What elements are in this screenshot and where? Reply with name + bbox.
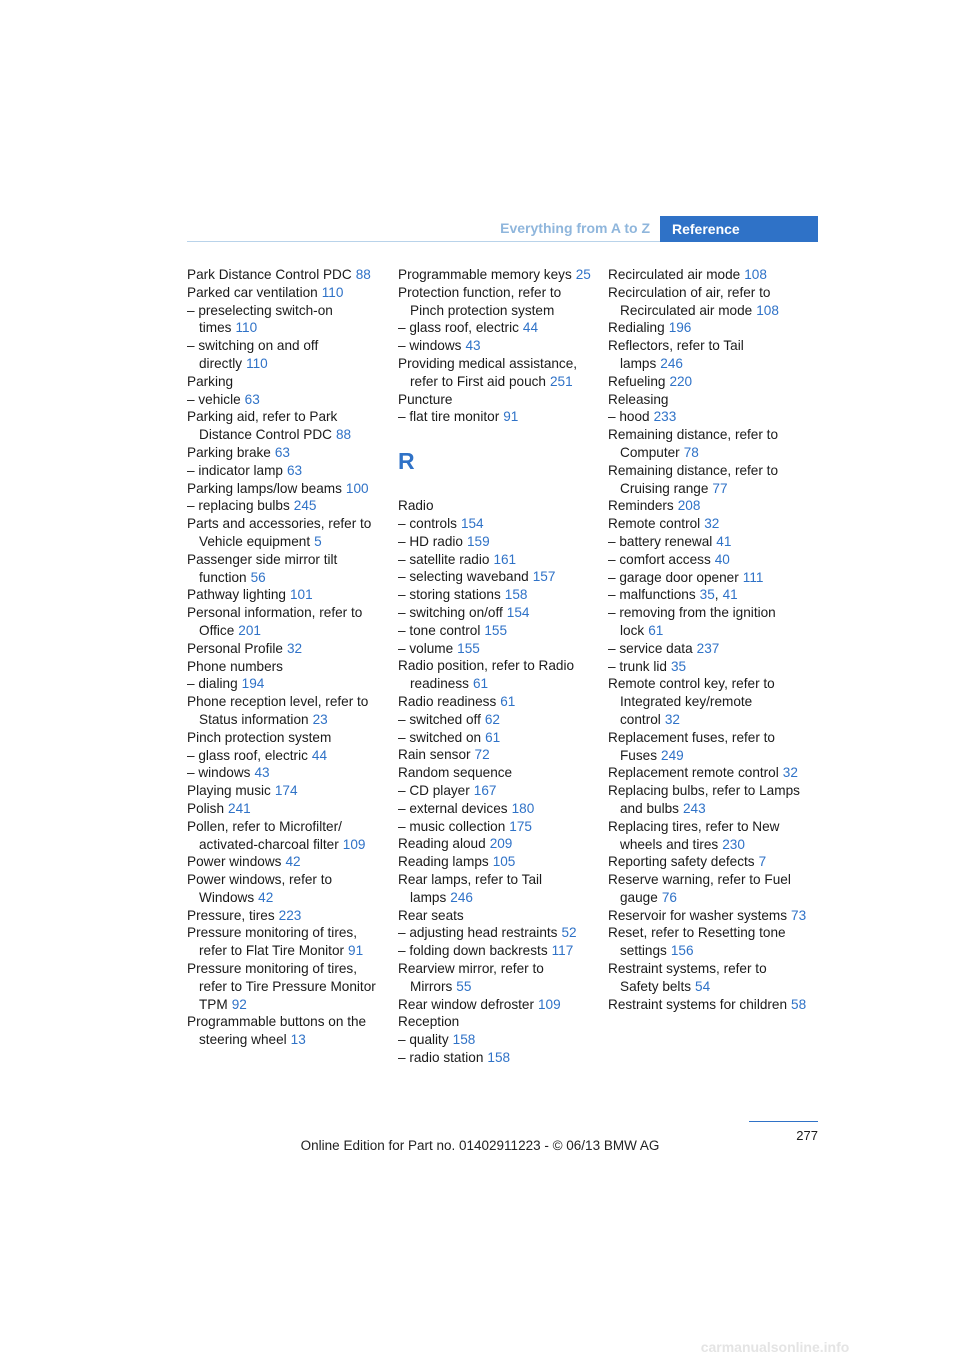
index-entry [398, 729, 596, 747]
index-entry [398, 408, 596, 426]
index-entry [608, 640, 806, 658]
page-link[interactable]: 32 [704, 516, 720, 532]
page-link[interactable]: 55 [456, 978, 472, 994]
page-link[interactable]: 158 [452, 1032, 476, 1048]
index-entry [398, 319, 596, 337]
page-link[interactable]: 201 [238, 622, 261, 638]
page-link[interactable]: 7 [758, 854, 767, 870]
index-term: Polish [187, 800, 225, 816]
index-term: – quality [398, 1032, 449, 1048]
index-entry [187, 284, 385, 302]
page-link[interactable]: 109 [342, 836, 366, 852]
index-term: – glass roof, electric [398, 320, 519, 336]
page-link[interactable]: 32 [664, 711, 680, 727]
index-entry [398, 497, 596, 515]
index-term: Recirculation of air, refer to Recirculated air mode [608, 284, 771, 318]
index-entry [608, 853, 806, 871]
index-entry [398, 818, 596, 836]
index-entry [187, 800, 385, 818]
page-link[interactable]: 43 [465, 338, 481, 354]
page-link[interactable]: 77 [712, 480, 728, 496]
page-link[interactable]: 52 [561, 925, 577, 941]
index-term: – controls [398, 516, 457, 532]
page-link[interactable]: 156 [670, 943, 694, 959]
page-link[interactable]: 42 [285, 854, 301, 870]
index-term: Providing medical assistance, refer to First aid pouch [398, 355, 578, 389]
index-entry [398, 835, 596, 853]
index-entry [187, 408, 385, 444]
index-term: – tone control [398, 622, 481, 638]
page-link[interactable]: 233 [653, 409, 677, 425]
page-link[interactable]: 117 [551, 943, 574, 959]
page-link[interactable]: 101 [290, 587, 313, 603]
index-entry [187, 391, 385, 409]
index-term: – adjusting head restraints [398, 925, 558, 941]
index-column-1 [187, 266, 385, 1049]
index-term: Remote control key, refer to Integrated key/remote control [608, 676, 775, 727]
index-entry [187, 747, 385, 765]
index-entry [398, 996, 596, 1014]
index-term: Replacement remote control [608, 765, 779, 781]
page-link[interactable]: 230 [722, 836, 745, 852]
index-term: Programmable memory keys [398, 267, 572, 282]
page-link[interactable]: 61 [648, 622, 664, 638]
page-link[interactable]: 110 [235, 320, 258, 336]
index-term: Passenger side mirror tilt function [187, 551, 338, 585]
index-term: – indicator lamp [187, 462, 283, 478]
index-entry [608, 497, 806, 515]
index-entry [398, 942, 596, 960]
index-entry [187, 871, 385, 907]
page-link[interactable]: 72 [474, 747, 490, 763]
index-entry [608, 319, 806, 337]
index-entry [187, 604, 385, 640]
index-entry [187, 658, 385, 676]
page-link[interactable]: 91 [348, 943, 364, 959]
index-entry [398, 1049, 596, 1067]
index-term: Power windows, refer to Windows [187, 872, 333, 905]
index-entry [187, 782, 385, 800]
page-link[interactable]: 108 [756, 302, 779, 318]
page-link[interactable]: 61 [472, 676, 489, 692]
watermark: carmanualsonline.info [700, 1339, 850, 1355]
page-link[interactable]: 76 [661, 889, 677, 905]
index-entry [608, 337, 806, 373]
index-entry [398, 568, 596, 586]
index-term: Protection function, refer to Pinch protection system [398, 284, 562, 318]
index-entry [187, 551, 385, 587]
page-link[interactable]: 161 [493, 551, 517, 567]
index-term: Redialing [608, 320, 665, 336]
page-link[interactable]: 180 [511, 800, 535, 816]
index-term: – satellite radio [398, 551, 490, 567]
index-term: Reservoir for washer systems [608, 907, 788, 923]
index-term: – garage door opener [608, 569, 739, 585]
page-link[interactable]: 44 [311, 747, 328, 763]
index-entry [398, 907, 596, 925]
page-link[interactable]: 41 [716, 533, 732, 549]
index-term: Radio position, refer to Radio readiness [398, 658, 575, 692]
page-link[interactable]: 246 [450, 889, 473, 905]
index-term: – external devices [398, 800, 508, 816]
letter-spacer [398, 426, 596, 444]
page-link[interactable]: 105 [492, 854, 516, 870]
index-term: – folding down backrests [398, 943, 548, 959]
page-link[interactable]: 167 [473, 783, 497, 799]
index-term: Random sequence [398, 765, 513, 781]
index-term: Reporting safety defects [608, 854, 755, 870]
index-term: – switching on and off directly [187, 338, 319, 371]
index-entry [187, 586, 385, 604]
index-entry [398, 764, 596, 782]
index-term: Personal information, refer to Office [187, 605, 363, 638]
index-term: Pathway lighting [187, 587, 286, 603]
footer-edition: Online Edition for Part no. 01402911223 - © 06/13 BMW AG [300, 1138, 660, 1153]
index-entry [398, 924, 596, 942]
index-entry [608, 996, 806, 1014]
index-entry [608, 907, 806, 925]
index-term: Remaining distance, refer to Computer [608, 427, 779, 460]
page-link[interactable]: 91 [503, 409, 519, 425]
index-term: Phone reception level, refer to Status information [187, 694, 369, 727]
index-term: – music collection [398, 818, 506, 834]
index-entry [608, 391, 806, 409]
page-link[interactable]: 220 [669, 373, 693, 389]
index-term: – switching on/off [398, 605, 503, 621]
page-link[interactable]: 54 [695, 978, 711, 994]
index-entry [187, 337, 385, 373]
page-link[interactable]: 245 [293, 498, 317, 514]
index-entry [608, 924, 806, 960]
index-entry [398, 746, 596, 764]
index-entry [187, 1013, 385, 1049]
index-entry [398, 1013, 596, 1031]
index-entry [608, 551, 806, 569]
index-term: Rear seats [398, 907, 464, 923]
page-link[interactable]: 110 [321, 284, 344, 300]
page-link[interactable]: 237 [696, 640, 720, 656]
page-link[interactable]: 249 [661, 747, 684, 763]
index-entry [398, 284, 596, 320]
index-entry [608, 604, 806, 640]
index-entry [398, 604, 596, 622]
index-term: Puncture [398, 391, 453, 407]
index-term: Remote control [608, 516, 701, 532]
index-entry [187, 693, 385, 729]
page-link[interactable]: 43 [254, 765, 270, 781]
page-link[interactable]: 196 [668, 320, 692, 336]
index-entry [187, 497, 385, 515]
index-term: – trunk lid [608, 658, 667, 674]
index-entry [187, 924, 385, 960]
index-term: Playing music [187, 783, 271, 799]
index-entry [187, 729, 385, 747]
page-link[interactable]: 13 [290, 1032, 306, 1048]
page-link[interactable]: 88 [335, 427, 352, 443]
index-entry [608, 266, 806, 284]
reference-tab: Reference [660, 216, 818, 242]
index-term: – vehicle [187, 391, 241, 407]
page-link[interactable]: 56 [250, 569, 266, 585]
page-link[interactable]: 109 [538, 996, 561, 1012]
index-entry [398, 1031, 596, 1049]
index-term: Restraint systems, refer to Safety belts [608, 961, 767, 994]
index-entry [398, 266, 596, 284]
index-term: Pollen, refer to Microfilter/ activated-charcoal filter [187, 818, 342, 852]
index-column-2 [398, 266, 596, 1067]
page-link[interactable]: 223 [278, 907, 302, 923]
page-link[interactable]: 32 [782, 765, 798, 781]
index-entry [608, 533, 806, 551]
index-entry [187, 960, 385, 1013]
page-link[interactable]: 241 [228, 800, 251, 816]
index-entry [398, 693, 596, 711]
index-term: – selecting waveband [398, 569, 529, 585]
index-term: Pressure, tires [187, 907, 275, 923]
index-term: Radio [398, 498, 434, 514]
section-letter: R [398, 447, 415, 474]
index-term: – storing stations [398, 587, 501, 603]
index-term: Recirculated air mode [608, 267, 741, 282]
index-term: Parking lamps/low beams [187, 480, 342, 496]
page-link[interactable]: 154 [460, 516, 484, 532]
index-term: – flat tire monitor [398, 409, 500, 425]
page-link[interactable]: 154 [506, 605, 530, 621]
page-link[interactable]: 209 [489, 836, 513, 852]
index-term: – preselecting switch-on times [187, 302, 333, 336]
index-entry [398, 586, 596, 604]
index-term: Pressure monitoring of tires, refer to Flat Tire Monitor [187, 925, 357, 959]
index-entry [608, 569, 806, 587]
page-link[interactable]: 246 [660, 355, 683, 371]
page-link[interactable]: 78 [683, 444, 699, 460]
page-link[interactable]: 251 [550, 373, 573, 389]
index-entry [398, 355, 596, 391]
index-entry [187, 853, 385, 871]
page-link[interactable]: 61 [500, 694, 516, 710]
index-term: – glass roof, electric [187, 747, 308, 763]
index-term: Restraint systems for children [608, 996, 788, 1012]
index-entry [398, 800, 596, 818]
index-term: – dialing [187, 676, 238, 692]
page-link[interactable]: 42 [258, 889, 274, 905]
index-entry [398, 622, 596, 640]
index-entry [608, 871, 806, 907]
page-link[interactable]: 175 [509, 818, 532, 834]
index-entry [187, 764, 385, 782]
index-term: Releasing [608, 391, 669, 407]
index-entry [608, 426, 806, 462]
page-link[interactable]: 40 [714, 551, 730, 567]
index-entry [187, 266, 385, 284]
index-term: – switched off [398, 711, 481, 727]
index-term: – radio station [398, 1049, 484, 1065]
index-entry [608, 462, 806, 498]
index-entry [608, 373, 806, 391]
index-entry [398, 960, 596, 996]
page-link[interactable]: 61 [485, 729, 501, 745]
index-entry [398, 782, 596, 800]
index-entry [608, 586, 806, 604]
page-link[interactable]: 208 [677, 498, 701, 514]
page-link[interactable]: 23 [312, 711, 328, 727]
index-term: Replacing bulbs, refer to Lamps and bulbs [608, 783, 800, 816]
index-term: – windows [187, 765, 251, 781]
index-term: Remaining distance, refer to Cruising range [608, 462, 779, 496]
page-link[interactable]: 32 [286, 640, 303, 656]
page-link[interactable]: 35 [670, 658, 687, 674]
index-term: Parking [187, 373, 234, 389]
page-link[interactable]: 158 [504, 587, 528, 603]
index-entry [187, 818, 385, 854]
page-link[interactable]: 25 [575, 267, 591, 282]
index-entry [398, 711, 596, 729]
index-term: – windows [398, 338, 462, 354]
page-link[interactable]: 5 [314, 533, 322, 549]
index-term: Parking aid, refer to Park Distance Control PDC [187, 409, 338, 443]
index-term: – CD player [398, 783, 470, 799]
letter-spacer [398, 479, 596, 497]
index-entry [187, 907, 385, 925]
index-term: Park Distance Control PDC [187, 267, 352, 282]
page-link[interactable]: 108 [744, 267, 767, 282]
page-link[interactable]: 88 [355, 267, 371, 282]
index-term: Pinch protection system [187, 729, 332, 745]
index-entry [608, 960, 806, 996]
index-entry [398, 640, 596, 658]
index-entry [608, 284, 806, 320]
page-link[interactable]: 158 [487, 1049, 511, 1065]
index-entry [398, 533, 596, 551]
index-entry [187, 640, 385, 658]
index-entry [608, 658, 806, 676]
index-term: Reserve warning, refer to Fuel gauge [608, 872, 791, 905]
index-column-3 [608, 266, 806, 1013]
index-term: Phone numbers [187, 658, 283, 674]
index-entry [187, 675, 385, 693]
page-link[interactable]: 35 [699, 587, 715, 603]
index-entry [187, 515, 385, 551]
index-term: Refueling [608, 373, 666, 389]
page-link[interactable]: 174 [274, 783, 298, 799]
page-link[interactable]: 92 [231, 996, 247, 1012]
index-entry [608, 515, 806, 533]
index-entry [608, 675, 806, 728]
index-term: – service data [608, 640, 693, 656]
index-term: Reading aloud [398, 836, 486, 852]
index-entry [187, 444, 385, 462]
index-entry [187, 302, 385, 338]
page-link[interactable]: 63 [274, 444, 290, 460]
index-term: Rain sensor [398, 747, 471, 763]
index-entry [398, 871, 596, 907]
index-term: – comfort access [608, 551, 711, 567]
index-term: – hood [608, 409, 650, 425]
index-term: Reminders [608, 498, 674, 514]
index-entry [398, 657, 596, 693]
index-term: Reading lamps [398, 854, 489, 870]
index-term: – removing from the ignition lock [608, 605, 776, 638]
page-link[interactable]: 62 [484, 711, 500, 727]
page-link[interactable]: 58 [791, 996, 807, 1012]
index-entry [608, 764, 806, 782]
index-term: – battery renewal [608, 533, 713, 549]
page-link[interactable]: 243 [682, 800, 706, 816]
index-term: Replacement fuses, refer to Fuses [608, 729, 775, 763]
index-term: – switched on [398, 729, 482, 745]
index-entry [398, 551, 596, 569]
index-term: – volume [398, 640, 454, 656]
index-term: Power windows [187, 854, 282, 870]
section-title: Everything from A to Z [500, 220, 650, 236]
index-entry [608, 818, 806, 854]
page-separator: , [714, 587, 719, 603]
index-entry [187, 462, 385, 480]
index-term: – malfunctions [608, 587, 696, 603]
page-link[interactable]: 111 [742, 569, 764, 585]
index-term: Rear window defroster [398, 996, 534, 1012]
page-link[interactable]: 157 [532, 569, 556, 585]
index-entry [608, 729, 806, 765]
index-term: Programmable buttons on the steering wheel [187, 1014, 367, 1048]
index-term: Reflectors, refer to Tail lamps [608, 338, 744, 371]
index-entry [187, 373, 385, 391]
index-term: Rearview mirror, refer to Mirrors [398, 960, 544, 994]
index-entry [608, 782, 806, 818]
page-link[interactable]: 155 [484, 622, 508, 638]
index-entry [398, 515, 596, 533]
index-term: Reset, refer to Resetting tone settings [608, 925, 786, 959]
index-term: Parked car ventilation [187, 284, 318, 300]
index-term: Parts and accessories, refer to Vehicle equipment [187, 516, 372, 549]
index-entry [187, 480, 385, 498]
index-term: Radio readiness [398, 694, 497, 710]
page-link[interactable]: 100 [345, 480, 369, 496]
index-entry [398, 853, 596, 871]
page-link[interactable]: 73 [791, 907, 807, 923]
index-entry [398, 391, 596, 409]
index-term: – HD radio [398, 533, 463, 549]
page-link[interactable]: 63 [244, 391, 260, 407]
page-link[interactable]: 41 [722, 587, 738, 603]
page-number-rule [749, 1121, 818, 1122]
index-term: – replacing bulbs [187, 498, 290, 514]
index-entry [398, 337, 596, 355]
page-number: 277 [796, 1128, 818, 1143]
page-link[interactable]: 155 [457, 640, 480, 656]
index-entry [608, 408, 806, 426]
index-term: Reception [398, 1014, 460, 1030]
page-link[interactable]: 44 [522, 320, 539, 336]
page-link[interactable]: 159 [466, 533, 490, 549]
page-link[interactable]: 110 [246, 355, 268, 371]
index-term: Personal Profile [187, 640, 283, 656]
index-term: Parking brake [187, 444, 271, 460]
index-term: Pressure monitoring of tires, refer to Tire Pressure Monitor TPM [187, 961, 376, 1012]
page-link[interactable]: 63 [286, 462, 303, 478]
index-term: Replacing tires, refer to New wheels and tires [608, 818, 780, 852]
index-term: Rear lamps, refer to Tail lamps [398, 872, 543, 905]
page-link[interactable]: 194 [241, 676, 265, 692]
